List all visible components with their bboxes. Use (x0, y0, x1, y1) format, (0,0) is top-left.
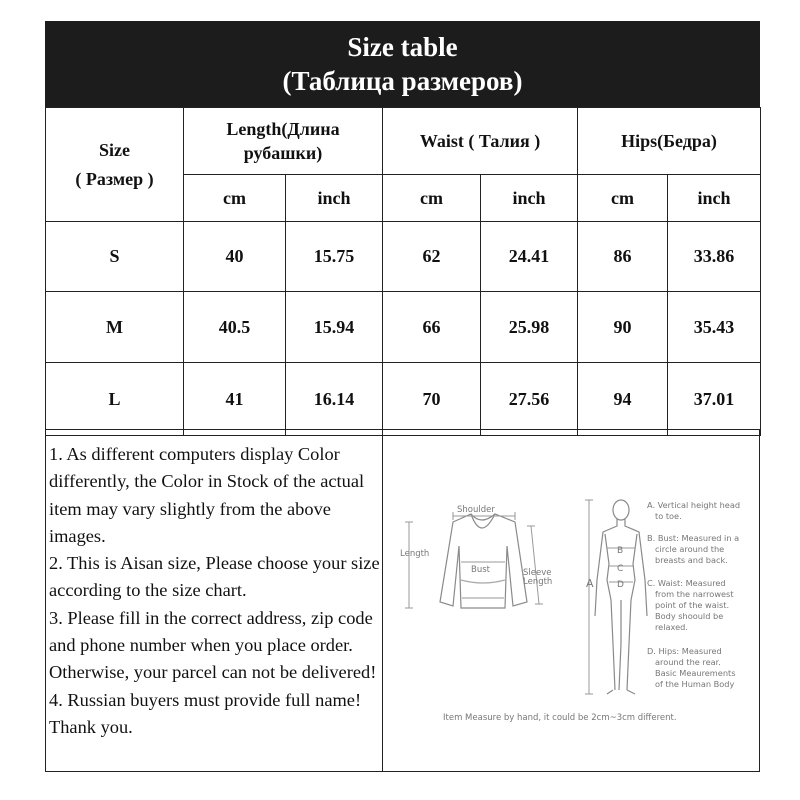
unit-cell: cm (578, 175, 668, 222)
waist-inch: 27.56 (481, 363, 578, 436)
title-banner (45, 21, 760, 107)
shoulder-label: Shoulder (457, 505, 495, 515)
unit-cell: inch (668, 175, 761, 222)
legend-a-2: to toe. (655, 511, 682, 521)
hips-inch: 37.01 (668, 363, 761, 436)
legend-d-3: Basic Meaurements (655, 668, 736, 678)
hips-inch: 35.43 (668, 292, 761, 363)
info-panel (45, 429, 760, 772)
hips-cm: 86 (578, 222, 668, 292)
size-table (45, 107, 761, 436)
size-label: S (46, 222, 184, 292)
measurement-diagram (383, 430, 759, 771)
unit-cell: inch (286, 175, 383, 222)
unit-cell: inch (481, 175, 578, 222)
height-dimension (585, 500, 593, 694)
shirt-illustration (440, 514, 527, 608)
table-row (46, 222, 761, 292)
sleeve-dimension (527, 526, 543, 604)
legend-a-1: A. Vertical height head (647, 500, 741, 510)
waist-cm: 62 (383, 222, 481, 292)
bust-label: Bust (471, 565, 490, 575)
unit-cell: cm (184, 175, 286, 222)
legend-b-1: B. Bust: Measured in a (647, 533, 740, 543)
hips-cm: 90 (578, 292, 668, 363)
table-row (46, 292, 761, 363)
waist-header: Waist ( Талия ) (383, 108, 578, 175)
legend-c-1: C. Waist: Measured (647, 578, 726, 588)
unit-cell: cm (383, 175, 481, 222)
length-cm: 40.5 (184, 292, 286, 363)
hips-cm: 94 (578, 363, 668, 436)
body-illustration (595, 500, 647, 694)
length-cm: 40 (184, 222, 286, 292)
legend-d-1: D. Hips: Measured (647, 646, 722, 656)
marker-a: A (586, 577, 594, 590)
legend-d-2: around the rear. (655, 657, 721, 667)
legend-c-3: point of the waist. (655, 600, 730, 610)
table-row (46, 363, 761, 436)
size-header: Size ( Размер ) (46, 108, 184, 222)
waist-cm: 70 (383, 363, 481, 436)
legend-b-2: circle around the (655, 544, 725, 554)
note-4: 4. Russian buyers must provide full name! Thank you. (49, 689, 362, 737)
length-inch: 15.94 (286, 292, 383, 363)
size-label: M (46, 292, 184, 363)
marker-d: D (617, 580, 624, 590)
marker-c: C (617, 564, 624, 574)
note-1: 1. As different computers display Color differently, the Color in Stock of the actual item may vary slightly from the above images. (49, 444, 365, 546)
length-cm: 41 (184, 363, 286, 436)
legend-c-2: from the narrowest (655, 589, 734, 599)
size-label: L (46, 363, 184, 436)
legend-c-4: Body shoould be (655, 611, 724, 621)
length-dimension (405, 522, 413, 608)
legend-b-3: breasts and back. (655, 555, 728, 565)
figure-caption: Item Measure by hand, it could be 2cm~3cm different. (443, 713, 677, 723)
marker-b: B (617, 546, 624, 556)
waist-cm: 66 (383, 292, 481, 363)
hips-header: Hips(Бедра) (578, 108, 761, 175)
legend-d-4: of the Human Body (655, 679, 735, 689)
measurement-legend (647, 500, 740, 689)
length-header: Length(Длина рубашки) (184, 108, 383, 175)
note-2: 2. This is Aisan size, Please choose your size according to the size chart. (49, 553, 380, 601)
waist-inch: 25.98 (481, 292, 578, 363)
length-label: Length (400, 549, 430, 559)
legend-c-5: relaxed. (655, 622, 688, 632)
sleeve-label-2: Length (523, 577, 553, 587)
length-inch: 15.75 (286, 222, 383, 292)
length-inch: 16.14 (286, 363, 383, 436)
title-line-1: Size table (347, 32, 458, 62)
waist-inch: 24.41 (481, 222, 578, 292)
notes-column (46, 430, 383, 771)
measurement-figure (383, 430, 759, 771)
hips-inch: 33.86 (668, 222, 761, 292)
note-3: 3. Please fill in the correct address, zip code and phone number when you place order. Otherwise, your parcel can not be delivered! (49, 607, 377, 683)
title-line-2: (Таблица размеров) (282, 66, 523, 96)
sleeve-label-1: Sleeve (523, 568, 552, 578)
